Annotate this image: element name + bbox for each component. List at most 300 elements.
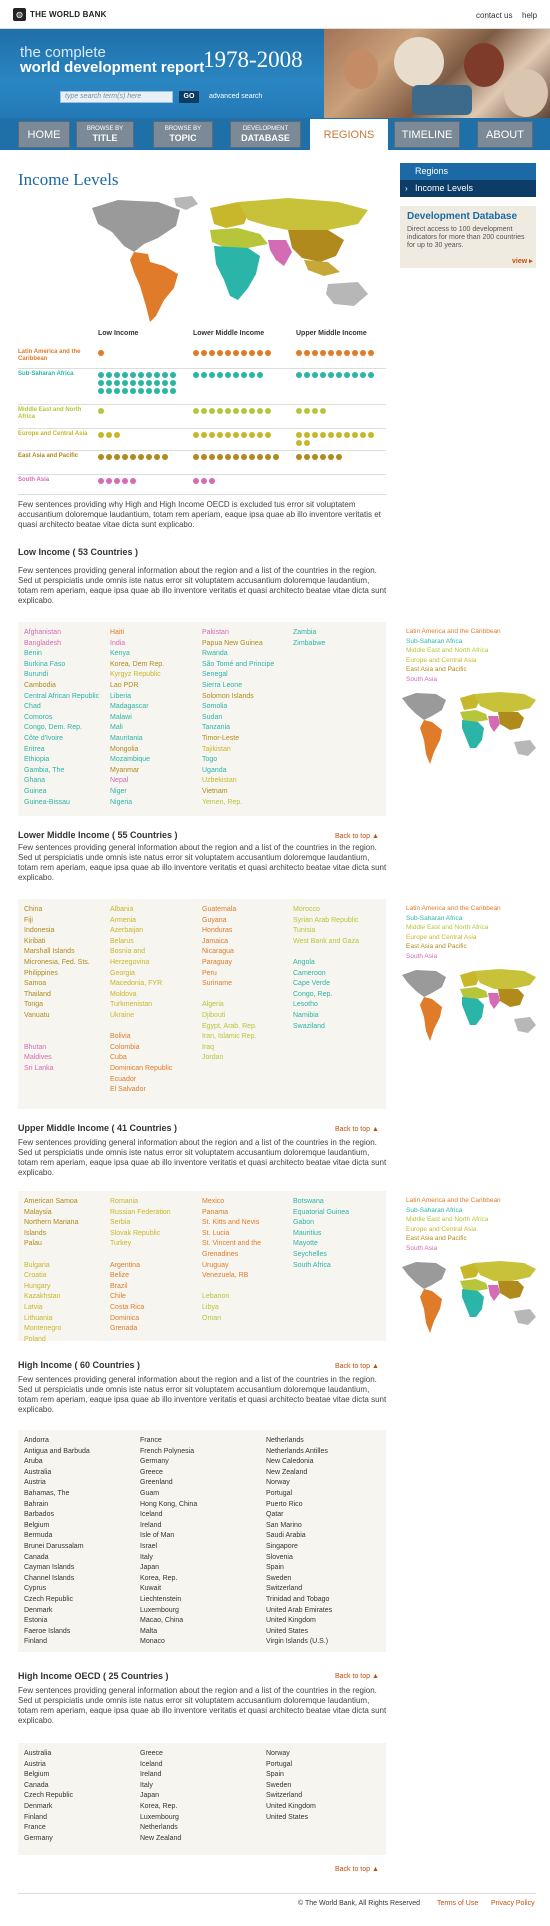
country-link[interactable]: Latvia [24,1303,43,1311]
country-link[interactable]: New Caledonia [266,1458,314,1466]
country-link[interactable]: Lesotho [293,1001,318,1009]
country-dot [304,454,310,460]
country-link[interactable]: Sweden [266,1574,292,1582]
search-input[interactable]: type search term(s) here [60,91,173,103]
country-link[interactable]: Gambia, The [24,766,65,774]
country-link[interactable]: Côte d'Ivoire [24,734,64,742]
legend-item[interactable]: East Asia and Pacific [406,666,467,673]
development-database-title[interactable]: Development Database [407,211,518,222]
country-link[interactable]: Montenegro [24,1325,62,1333]
country-link[interactable]: Comoros [24,713,53,721]
country-link[interactable]: United States [266,1813,309,1821]
map-mena [460,1279,488,1291]
country-link[interactable]: Timor-Leste [202,734,240,742]
country-link[interactable]: Tanzania [202,724,231,732]
country-link[interactable]: Tonga [24,1001,44,1009]
legend-item[interactable]: Sub-Saharan Africa [406,637,463,645]
country-link[interactable]: Norway [266,1750,290,1757]
country-link[interactable]: Chile [110,1293,126,1301]
legend-item[interactable]: South Asia [406,952,438,960]
country-link[interactable]: Cayman Islands [24,1564,75,1572]
country-link[interactable]: Canada [24,1781,49,1789]
country-link[interactable]: Italy [140,1781,153,1789]
search-go-button[interactable]: GO [179,91,199,103]
country-link[interactable]: Azerbaijan [110,927,144,935]
country-link[interactable]: Egypt, Arab. Rep. [202,1022,257,1030]
country-link[interactable]: Zambia [293,629,317,636]
country-link[interactable]: Somolia [202,703,228,711]
country-list-low-income [18,622,386,816]
country-link[interactable]: Cambodia [24,681,56,689]
country-link[interactable]: Macedonia, FYR [110,980,163,988]
country-dot [265,408,271,414]
country-link[interactable]: Andorra [24,1437,49,1444]
tab-about[interactable]: ABOUT [477,121,533,148]
legend-item[interactable]: Sub-Saharan Africa [406,1206,463,1214]
country-link[interactable]: United Arab Emirates [266,1606,333,1614]
country-link[interactable]: Mali [110,724,123,732]
country-link[interactable]: Ethiopia [24,756,50,764]
country-link[interactable]: South Africa [293,1261,331,1269]
country-link[interactable]: Papua New Guinea [202,639,263,647]
country-link[interactable]: Kyrgyz Republic [110,671,161,679]
country-dot [154,388,160,394]
country-link[interactable]: Belize [110,1272,130,1280]
country-link[interactable]: Australia [24,1468,52,1476]
country-link[interactable]: Seychelles [293,1250,327,1258]
country-link[interactable]: Italy [140,1553,153,1561]
country-link[interactable]: Angola [293,958,315,966]
country-link[interactable]: Sudan [202,713,223,721]
country-link[interactable]: Guinea [24,787,47,795]
country-link[interactable]: Mayotte [293,1240,318,1248]
country-link[interactable]: France [140,1437,162,1444]
tab-timeline[interactable]: TIMELINE [394,121,460,148]
legend-item[interactable]: Middle East and North Africa [406,647,489,654]
country-link[interactable]: Guinea-Bissau [24,798,70,806]
country-link[interactable]: Equatorial Guinea [293,1208,350,1216]
country-dot [233,454,239,460]
country-link[interactable]: Luxembourg [140,1606,179,1614]
legend-item[interactable]: Sub-Saharan Africa [406,914,463,922]
country-link[interactable]: Tunisia [293,927,316,935]
country-link[interactable]: Isle of Man [140,1532,175,1540]
country-link[interactable]: Canada [24,1553,49,1561]
country-link[interactable]: Portugal [266,1489,293,1497]
country-link[interactable]: Kuwait [140,1585,162,1593]
country-link[interactable]: Liechtenstein [140,1595,182,1603]
country-link[interactable]: Mauritius [293,1229,322,1237]
country-link[interactable]: El Salvador [110,1086,146,1094]
country-link[interactable]: Antigua and Barbuda [24,1447,90,1455]
privacy-policy-link[interactable]: Privacy Policy [491,1900,535,1907]
country-link[interactable]: Marshall Islands [24,948,75,956]
country-link[interactable]: Norway [266,1479,290,1487]
country-link[interactable]: Congo, Dem. Rep. [24,724,82,732]
country-dots [193,478,285,484]
country-link[interactable]: French Polynesia [140,1447,195,1455]
country-link[interactable]: Slovenia [266,1553,293,1561]
country-link[interactable]: Lao PDR [110,681,139,689]
country-link[interactable]: Germany [24,1834,53,1842]
country-link[interactable]: Switzerland [266,1585,303,1593]
legend-item[interactable]: Middle East and North Africa [406,924,489,931]
country-link[interactable]: Korea, Rep. [140,1802,178,1810]
country-link[interactable]: New Zealand [266,1468,308,1476]
country-link[interactable]: United Kingdom [266,1617,316,1625]
country-link[interactable]: Puerto Rico [266,1500,303,1508]
country-link[interactable]: Japan [140,1792,160,1800]
country-link[interactable]: Kenya [110,650,130,658]
country-link[interactable]: Belarus [110,937,134,945]
country-link[interactable]: Jamaica [202,937,229,945]
country-link[interactable]: Czech Republic [24,1595,74,1603]
country-link[interactable]: Afghanistan [24,629,61,636]
country-link[interactable]: Greece [140,1750,163,1757]
country-link[interactable]: Cameroon [293,969,326,977]
legend-item[interactable]: Latin America and the Caribbean [406,905,501,912]
country-link[interactable]: San Marino [266,1521,302,1529]
country-link[interactable]: Namibia [293,1011,319,1019]
country-link[interactable]: Samoa [24,980,47,988]
country-link[interactable]: Argentina [110,1261,140,1269]
tab-home[interactable]: HOME [18,121,70,148]
country-link[interactable]: Iceland [140,1760,163,1768]
country-link[interactable]: Korea, Rep. [140,1574,178,1582]
tab-regions[interactable]: REGIONS [310,119,388,150]
help-link[interactable]: help [522,11,538,20]
country-column [293,905,359,1032]
country-link[interactable]: Switzerland [266,1792,303,1800]
country-link[interactable]: Macao, China [140,1617,184,1625]
country-link[interactable]: Greenland [140,1479,173,1487]
country-dot [233,372,239,378]
country-link[interactable]: Libya [202,1303,219,1311]
country-link[interactable]: Djibouti [202,1011,226,1019]
country-link[interactable]: Suriname [202,980,232,988]
country-link[interactable]: Venezuela, RB [202,1272,249,1280]
country-link[interactable]: Saudi Arabia [266,1532,306,1540]
country-link[interactable]: Malawi [110,713,132,721]
country-link[interactable]: Madagascar [110,703,149,711]
country-link[interactable]: Czech Republic [24,1792,74,1800]
legend-item[interactable]: East Asia and Pacific [406,1235,467,1242]
country-link[interactable]: Bulgaria [24,1261,50,1269]
country-link[interactable]: Finland [24,1813,47,1821]
country-link[interactable]: Iraq [202,1043,215,1051]
country-link[interactable]: Bahrain [24,1500,49,1508]
country-link[interactable]: Colombia [110,1043,140,1051]
country-link[interactable]: Kazakhstan [24,1293,61,1301]
country-dot [217,408,223,414]
country-link[interactable]: Aruba [24,1458,43,1466]
country-link[interactable]: Micronesia, Fed. Sts. [24,958,90,966]
country-dot [249,350,255,356]
country-link[interactable]: Lebanon [202,1293,230,1301]
country-link[interactable]: Myanmar [110,766,140,774]
country-link[interactable]: Ireland [140,1771,162,1779]
country-link[interactable]: Croatia [24,1272,47,1280]
country-link[interactable]: Bhutan [24,1043,47,1051]
country-link[interactable]: Panama [202,1208,229,1216]
country-link[interactable]: Mauritania [110,734,143,742]
country-link[interactable]: St. Vincent and the [202,1240,262,1248]
country-link[interactable]: Australia [24,1750,52,1757]
country-link[interactable]: Sierra Leone [202,681,243,689]
country-dot [201,408,207,414]
back-to-top-link[interactable]: Back to top ▲ [335,1363,379,1370]
country-link[interactable]: Zimbabwe [293,639,326,647]
country-link[interactable]: Germany [140,1458,169,1466]
country-link[interactable]: Iran, Islamic Rep. [202,1033,257,1041]
tab-development-database[interactable]: DEVELOPMENT DATABASE [230,121,301,148]
country-link[interactable]: Ghana [24,777,46,785]
country-link[interactable]: Cuba [110,1054,127,1062]
country-link[interactable]: Bangladesh [24,639,61,647]
country-link[interactable]: Central African Republic [24,692,100,700]
country-link[interactable]: Malta [140,1627,158,1635]
country-link[interactable]: Uganda [202,766,227,774]
country-link[interactable]: Cape Verde [293,980,330,988]
country-link[interactable]: Uzbekistan [202,777,237,785]
country-link[interactable]: Bermuda [24,1532,53,1540]
legend-item[interactable]: Europe and Central Asia [406,656,477,664]
country-link[interactable]: United States [266,1627,309,1635]
country-link[interactable]: Japan [140,1564,160,1572]
country-link[interactable]: Mongolia [110,745,139,753]
country-link[interactable]: Jordan [202,1054,224,1062]
country-link[interactable]: Armenia [110,916,137,924]
country-link[interactable]: New Zealand [140,1834,182,1842]
country-link[interactable]: Belgium [24,1771,50,1779]
country-link[interactable]: St. Kitts and Nevis [202,1219,260,1227]
country-link[interactable]: Faeroe Islands [24,1627,71,1635]
country-link[interactable]: Trinidad and Tobago [266,1595,330,1603]
country-link[interactable]: Peru [202,969,217,977]
country-link[interactable]: Sri Lanka [24,1064,54,1072]
back-to-top-link[interactable]: Back to top ▲ [335,1673,379,1680]
country-link[interactable]: Hong Kong, China [140,1500,198,1508]
country-dot [249,432,255,438]
sidebar-regions-header[interactable]: Regions [400,163,536,180]
legend-item[interactable]: South Asia [406,1244,438,1252]
country-link[interactable]: Nigeria [110,798,133,806]
country-link[interactable]: Morocco [293,906,320,913]
country-link[interactable]: Russian Federation [110,1208,171,1216]
country-link[interactable]: Korea, Dem Rep. [110,660,165,668]
legend-item[interactable]: Europe and Central Asia [406,1225,477,1233]
sidebar-item-income-levels[interactable]: Income Levels [400,180,536,197]
legend-item[interactable]: Middle East and North Africa [406,1216,489,1223]
country-link[interactable]: Brazil [110,1282,128,1290]
advanced-search-link[interactable]: advanced search [209,93,263,100]
country-link[interactable]: Georgia [110,969,135,977]
legend-item[interactable]: South Asia [406,675,438,683]
country-link[interactable]: Serbia [110,1219,131,1227]
country-link[interactable]: Ecuador [110,1075,137,1083]
country-link[interactable]: Costa Rica [110,1303,145,1311]
country-link[interactable]: Nicaragua [202,948,234,956]
country-link[interactable]: Brunei Darussalam [24,1542,84,1550]
country-link[interactable]: Guyana [202,916,227,924]
country-dot [209,478,215,484]
legend-item[interactable]: Latin America and the Caribbean [406,628,501,635]
country-link[interactable]: Belgium [24,1521,50,1529]
country-link[interactable]: Honduras [202,927,233,935]
country-link[interactable]: Hungary [24,1282,51,1290]
country-link[interactable]: Barbados [24,1511,54,1519]
country-link[interactable]: Thailand [24,990,51,998]
country-link[interactable]: Austria [24,1760,46,1768]
country-link[interactable]: Finland [24,1638,47,1646]
country-link[interactable]: Liberia [110,692,132,700]
country-link[interactable]: Poland [24,1335,46,1343]
country-link[interactable]: Togo [202,756,218,764]
country-link[interactable]: Congo, Rep. [293,990,333,998]
country-link[interactable]: Monaco [140,1638,165,1646]
country-link[interactable]: Singapore [266,1542,298,1550]
country-link[interactable]: Spain [266,1771,284,1779]
country-link[interactable]: Bosnia and [110,948,146,956]
country-link[interactable]: Pakistan [202,629,229,636]
country-link[interactable]: Burkina Faso [24,660,66,668]
country-link[interactable]: Nepal [110,777,129,785]
country-link[interactable]: Malaysia [24,1208,52,1216]
country-link[interactable]: Vanuatu [24,1011,50,1019]
world-bank-globe-icon[interactable]: ◍ [13,8,26,21]
country-link[interactable]: Dominican Republic [110,1064,173,1072]
country-dot [130,478,136,484]
country-link[interactable]: Cyprus [24,1585,47,1593]
country-link[interactable]: Vietnam [202,787,228,795]
country-link[interactable]: Qatar [266,1511,284,1519]
legend-item[interactable]: Latin America and the Caribbean [406,1197,501,1204]
tab-browse-title[interactable]: BROWSE BY TITLE [76,121,134,148]
country-link[interactable]: Netherlands [266,1437,304,1444]
country-dot [304,440,310,446]
country-link[interactable]: Netherlands Antilles [266,1447,328,1455]
country-link[interactable]: Eritrea [24,745,45,753]
country-link[interactable]: Channel Islands [24,1574,75,1582]
country-link[interactable]: Greece [140,1468,163,1476]
country-link[interactable]: China [24,906,43,913]
country-link[interactable]: Chad [24,703,41,711]
world-bank-logo[interactable]: THE WORLD BANK [30,10,107,19]
country-link[interactable]: Israel [140,1542,158,1550]
country-link[interactable]: Syrian Arab Republic [293,916,359,924]
country-link[interactable]: Luxembourg [140,1813,179,1821]
country-link[interactable]: Haiti [110,629,125,636]
country-link[interactable]: Austria [24,1479,46,1487]
country-link[interactable]: Grenadines [202,1250,239,1258]
country-link[interactable]: Fiji [24,916,33,924]
back-to-top-link[interactable]: Back to top ▲ [335,833,379,840]
country-link[interactable]: Paraguay [202,958,232,966]
country-link[interactable]: Palau [24,1240,42,1248]
country-link[interactable]: Romania [110,1198,139,1205]
country-link[interactable]: Northern Mariana [24,1219,79,1227]
country-link[interactable]: Herzegovina [110,958,150,966]
country-link[interactable]: Maldives [24,1054,52,1062]
country-dot [241,432,247,438]
country-link[interactable]: India [110,639,126,647]
country-link[interactable]: Slovak Republic [110,1229,161,1237]
country-link[interactable]: Philippines [24,969,58,977]
country-link[interactable]: São Tomé and Principe [202,660,275,668]
country-link[interactable]: Moldova [110,990,137,998]
country-link[interactable]: France [24,1824,46,1832]
country-link[interactable]: Spain [266,1564,284,1572]
country-link[interactable]: Guatemala [202,906,237,913]
country-link[interactable]: Portugal [266,1760,293,1768]
development-database-view-link[interactable]: view ▸ [512,258,533,265]
country-link[interactable]: Mozambique [110,756,151,764]
country-link[interactable]: Iceland [140,1511,163,1519]
country-link[interactable]: Burundi [24,671,49,679]
country-link[interactable]: Denmark [24,1802,53,1810]
terms-of-use-link[interactable]: Terms of Use [437,1900,479,1907]
country-link[interactable]: Virgin Islands (U.S.) [266,1638,329,1646]
country-link[interactable]: Tajikistan [202,745,231,753]
country-link[interactable]: American Samoa [24,1198,78,1205]
country-link[interactable]: Sweden [266,1781,292,1789]
country-link[interactable]: Rwanda [202,650,228,658]
country-link[interactable]: Denmark [24,1606,53,1614]
back-to-top-link[interactable]: Back to top ▲ [335,1126,379,1133]
country-link[interactable]: Indonesia [24,927,55,935]
legend-item[interactable]: Europe and Central Asia [406,933,477,941]
country-link[interactable]: Ireland [140,1521,162,1529]
legend-item[interactable]: East Asia and Pacific [406,943,467,950]
country-link[interactable]: Turkmenistan [110,1001,153,1009]
country-link[interactable]: Islands [24,1229,47,1237]
country-link[interactable]: Yemen, Rep. [202,798,243,806]
country-link[interactable]: Gabon [293,1219,315,1227]
country-link[interactable]: Netherlands [140,1824,178,1832]
country-link[interactable]: Benin [24,650,42,658]
country-link[interactable]: Lithuania [24,1314,53,1322]
country-link[interactable]: Grenada [110,1325,138,1333]
country-link[interactable]: St. Lucia [202,1229,230,1237]
country-link[interactable]: Algeria [202,1001,224,1009]
country-link[interactable]: Solomon Islands [202,692,254,700]
country-link[interactable]: West Bank and Gaza [293,937,360,945]
contact-us-link[interactable]: contact us [476,11,513,20]
country-link [202,1282,261,1293]
country-link[interactable]: Guam [140,1489,160,1497]
country-link[interactable]: Swaziland [293,1022,325,1030]
country-link[interactable]: Uruguay [202,1261,229,1269]
country-link[interactable]: Mexico [202,1198,225,1205]
country-link[interactable]: Dominica [110,1314,140,1322]
country-link[interactable]: Oman [202,1314,222,1322]
country-link[interactable]: Niger [110,787,127,795]
row-divider [18,368,386,369]
tab-browse-topic[interactable]: BROWSE BY TOPIC [153,121,213,148]
country-link[interactable]: Albania [110,906,134,913]
country-link[interactable]: Botswana [293,1198,324,1205]
country-list-upper-middle-income [18,1191,386,1341]
country-link[interactable]: Bahamas, The [24,1489,70,1497]
country-link[interactable]: United Kingdom [266,1802,316,1810]
country-link[interactable]: Estonia [24,1617,48,1625]
back-to-top-link[interactable]: Back to top ▲ [335,1866,379,1873]
country-link[interactable]: Ukraine [110,1011,135,1019]
country-link[interactable]: Senegal [202,671,228,679]
country-link[interactable]: Bolivia [110,1033,131,1041]
country-link[interactable]: Turkey [110,1240,132,1248]
country-link[interactable]: Kiribati [24,937,46,945]
